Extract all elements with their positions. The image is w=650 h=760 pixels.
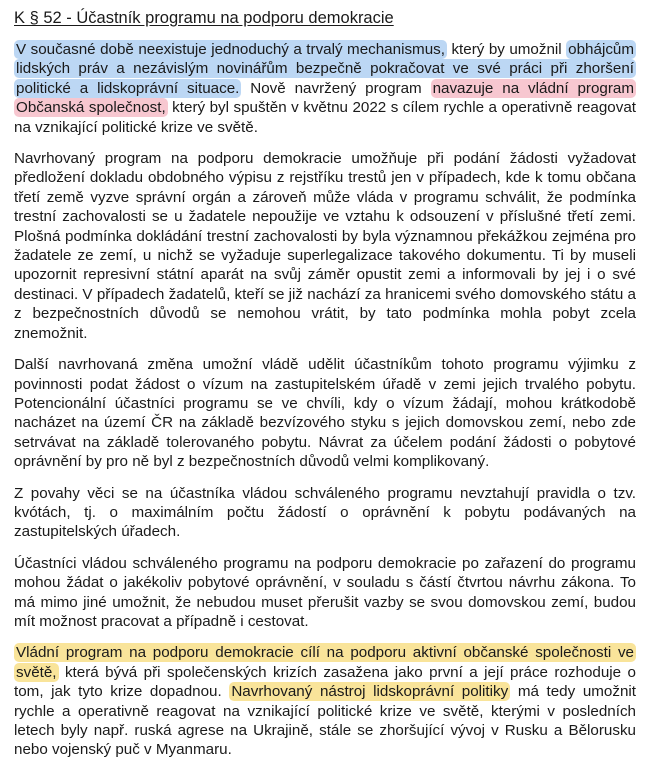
paragraph-4: Z povahy věci se na účastníka vládou schváleného programu nevztahují pravidla o tzv. kvótách, tj. o maximálním počtu žádostí o oprávnění k pobytu podávaných na zastupitelských úřadech. (14, 484, 636, 541)
paragraph-1 (14, 40, 636, 137)
section-heading: K § 52 - Účastník programu na podporu demokracie (14, 9, 394, 27)
paragraph-6-text-1: která bývá při společenských krizích zasažena jako první a její práce rozhoduje o tom, jak tyto krize dopadnou. (14, 663, 636, 701)
highlight-yellow-2: Navrhovaný nástroj lidskoprávní politiky (231, 683, 509, 701)
paragraph-1-text-3: který byl spuštěn v květnu 2022 s cílem rychle a operativně reagovat na vznikající politické krize ve světě. (14, 99, 636, 136)
highlight-blue-2: obhájcům lidských práv a nezávislým novinářům bezpečně pokračovat ve své práci při zhoršení politické a lidskoprávní situace. (16, 41, 635, 97)
paragraph-3: Další navrhovaná změna umožní vládě udělit účastníkům tohoto programu výjimku z povinnosti podat žádost o vízum na zastupitelském úřadě v zemi jejich trvalého pobytu. Potencionální účastníci programu se ve chvíli, kdy o vízum žádají, mohou krátkodobě nacházet na území ČR na základě bezvízového styku s jejich domovskou zemí, nebo zde setrvávat na základě tolerovaného pobytu. Návrat za účelem podání žádosti o pobytové oprávnění by pro ně byl z bezpečnostních důvodů velmi komplikovaný. (14, 356, 636, 471)
paragraph-1-text-2: Nově navržený program (241, 79, 431, 97)
paragraph-5: Účastníci vládou schváleného programu na podporu demokracie po zařazení do programu mohou žádat o jakékoliv pobytové oprávnění, v souladu s částí čtvrtou návrhu zákona. To má mimo jiné umožnit, že nebudou muset přerušit vazby se svou domovskou zemí, budou mít možnost pracovat a případně i cestovat. (14, 554, 636, 630)
paragraph-6 (14, 643, 636, 759)
paragraph-6-text-2: má tedy umožnit rychle a operativně reagovat na vznikající politické krize ve světě, kterými v posledních letech byly např. ruská agrese na Ukrajině, stále se zhoršující vývoj v Rusku a Bělorusku nebo vojenský puč v Myanmaru. (14, 683, 637, 759)
highlight-blue-1: V současné době neexistuje jednoduchý a trvalý mechanismus, (16, 41, 445, 58)
paragraph-2: Navrhovaný program na podporu demokracie umožňuje při podání žádosti vyžadovat předložení dokladu obdobného výpisu z rejstříku trestů jen v případech, kde k tomu občana třetí země vyzve správní orgán a zároveň může vláda v programu schválit, že podmínka trestní zachovalosti se u žadatele nepoužije ve vztahu k odsouzení v příslušné třetí zemi. Plošná podmínka dokládání trestní zachovalosti by byla významnou překážkou zejména pro žadatele ze zemí, u nichž se vyžaduje superlegalizace takového dokumentu. Ti by museli upozornit represivní státní aparát na svůj záměr opustit zemi a informovali by jej i o své destinaci. V případech žadatelů, kteří se již nachází za hranicemi svého domovského státu a z bezpečnostních důvodů se nemohou vrátit, by tato podmínka mohla pobyt zcela znemožnit. (14, 150, 636, 342)
paragraph-1-text-1: který by umožnil (446, 41, 567, 58)
highlight-yellow-1: Vládní program na podporu demokracie cílí na podporu aktivní občanské společnosti ve světě, (16, 644, 634, 681)
highlight-red: navazuje na vládní program Občanská společnost, (16, 79, 634, 117)
